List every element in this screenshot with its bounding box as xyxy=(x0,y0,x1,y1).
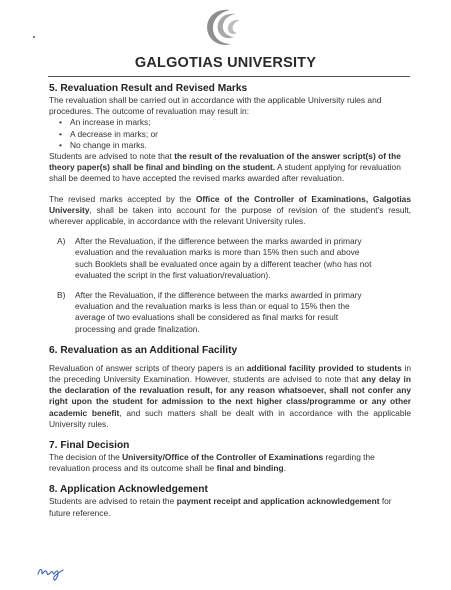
section-8-heading: 8. Application Acknowledgement xyxy=(49,484,208,496)
signature-icon xyxy=(36,560,66,584)
section-6-paragraph: Revaluation of answer scripts of theory papers is an additional facility provided to students in the preceding University Examination. However, students are advised to note that any delay in the declaration of the revaluation result, for any reason whatsoever, shall not confer any right upon the student for admission to the next higher class/programme or any other academic benefit, and such matters shall be dealt with in accordance with the applicable University rules. xyxy=(49,362,411,429)
rule-text: After the Revaluation, if the difference between the marks awarded in primary evaluation and the revaluation marks is more than 15% then such and above such Booklets shall be evaluated once again by a different teacher (who has not evaluated the script in the first valuation/revaluation). xyxy=(75,236,372,280)
section-5-binding-paragraph: Students are advised to note that the result of the revaluation of the answer script(s) of the theory paper(s) shall be final and binding on the student. A student applying for revaluation shall be deemed to have accepted the revised marks awarded after revaluation. xyxy=(49,151,401,184)
university-name: GALGOTIAS UNIVERSITY xyxy=(134,55,317,71)
rule-marker: A) xyxy=(57,236,66,247)
office-emphasis: Office of the Controller of Examinations, Galgotias University xyxy=(49,193,412,215)
header-divider xyxy=(48,76,410,77)
revaluation-rule-list xyxy=(49,236,411,335)
outcome-bullet-item: • A decrease in marks; or xyxy=(49,129,411,140)
section-7-paragraph: The decision of the University/Office of the Controller of Examinations regarding the revaluation process and its outcome shall be final and binding. xyxy=(49,452,375,474)
galgotias-logo-icon xyxy=(200,6,248,50)
outcome-bullet-item: • No change in marks. xyxy=(49,140,411,151)
section-5-intro: The revaluation shall be carried out in accordance with the applicable University rules and procedures. The outcome of revaluation may result in: xyxy=(49,95,382,117)
section-7-heading: 7. Final Decision xyxy=(49,440,130,452)
rule-marker: B) xyxy=(57,290,66,301)
section-6-heading: 6. Revaluation as an Additional Facility xyxy=(49,344,238,356)
document-body xyxy=(49,82,411,519)
section-8-paragraph: Students are advised to retain the payment receipt and application acknowledgement for future reference. xyxy=(49,496,392,518)
scan-speck xyxy=(33,36,35,38)
outcome-bullet-list xyxy=(49,117,411,151)
section-5-heading: 5. Revaluation Result and Revised Marks xyxy=(49,83,248,94)
revaluation-rule-item xyxy=(49,236,411,281)
revaluation-rule-item xyxy=(49,290,411,335)
binding-emphasis: the result of the revaluation of the answer script(s) of the theory paper(s) shall be final and binding on the student. xyxy=(49,151,401,173)
outcome-bullet-item: • An increase in marks; xyxy=(49,117,411,128)
rule-text: After the Revaluation, if the difference between the marks awarded in primary evaluation and the revaluation marks is less than or equal to 15% then the average of two evaluations shall be considered as final marks for result processing and grade finalization. xyxy=(75,290,362,334)
section-5-revised-marks-paragraph: The revised marks accepted by the Office of the Controller of Examinations, Galgotias University, shall be taken into account for the purpose of revision of the student's result, wherever applicable, in accordance with the relevant University rules. xyxy=(49,193,412,227)
